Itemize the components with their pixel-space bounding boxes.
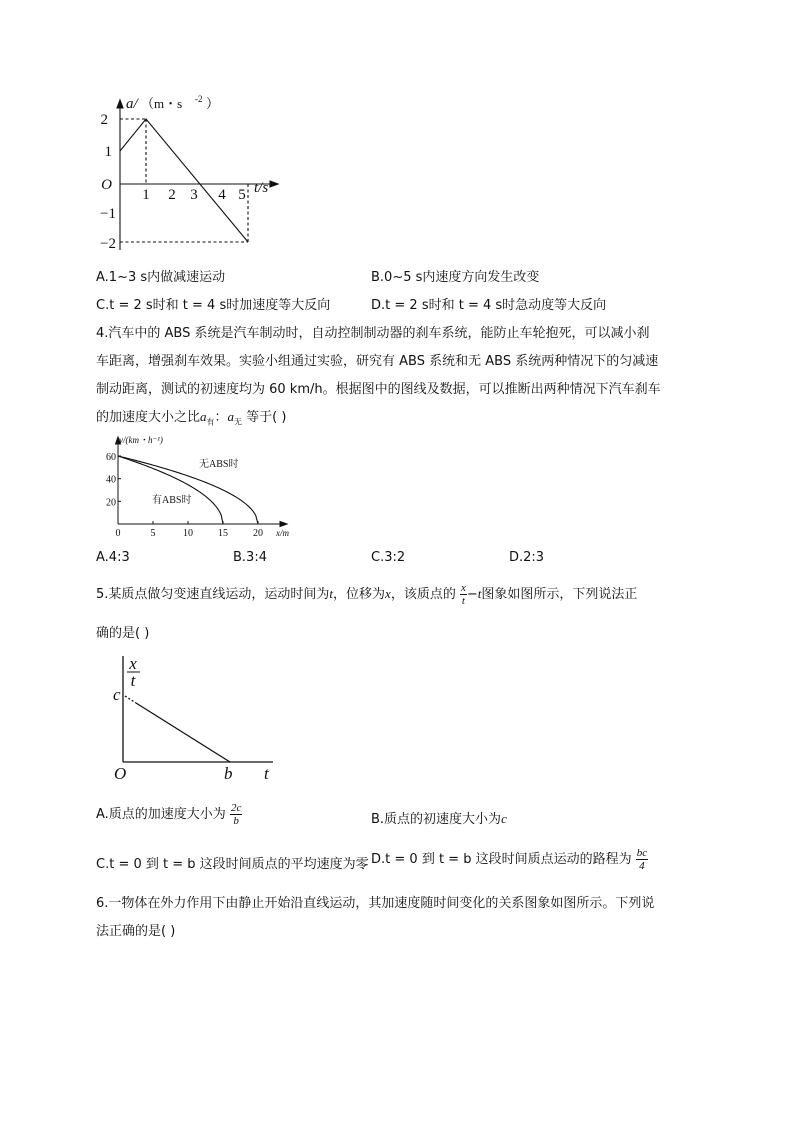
q5-graph-line <box>136 703 230 762</box>
q5-t-2: t <box>477 586 482 601</box>
origin-label: O <box>101 177 112 193</box>
x-over-t-fraction: $\frac{x}{t}$ <box>460 582 466 607</box>
q4-line-4-text: 的加速度大小之比 <box>96 410 201 425</box>
ylabel-unit: （m・s <box>141 96 183 111</box>
ylabel-exp: -2 <box>195 94 203 104</box>
series-label-no-abs: 无ABS时 <box>199 459 239 470</box>
q5-text-e: 图象如图所示，下列说法正 <box>481 587 638 602</box>
q5-text-c: ，该质点的 <box>390 587 456 602</box>
abs-xlabel: x/m <box>276 528 289 538</box>
q5-ylabel-den: t <box>130 671 136 690</box>
q3-option-c <box>96 294 330 313</box>
q5-text-b: ，位移为 <box>333 587 386 602</box>
q5-option-d <box>371 847 648 872</box>
q5-option-d-text: t = 0 到 t = b 这段时间质点运动的路程为 <box>385 852 632 867</box>
q5-x: x <box>385 586 391 601</box>
abs-xtick-label: 5 <box>150 528 156 539</box>
abs-ytick-label: 40 <box>106 474 116 486</box>
q5-line-1 <box>96 582 637 607</box>
q5-b-label: b <box>224 764 233 783</box>
x-over-t-vs-t-graph <box>108 648 283 783</box>
q6-line-1: 6.一物体在外力作用下由静止开始沿直线运动，其加速度随时间变化的关系图象如图所示。下列说 <box>96 896 655 911</box>
q5-c-label: c <box>113 685 121 704</box>
q5-option-c <box>96 853 369 872</box>
ylabel-close: ） <box>206 96 220 111</box>
q3-option-d-prefix: D. <box>371 298 386 313</box>
q5-t-label: t <box>264 764 269 783</box>
q4-line-2: 车距离，增强刹车效果。实验小组通过实验，研究有 ABS 系统和无 ABS 系统两种情况下的匀减速 <box>96 354 659 369</box>
q5-origin: O <box>114 764 127 783</box>
q5-option-d-prefix: D. <box>371 852 386 867</box>
q5-minus: − <box>466 587 478 602</box>
ytick-1: 1 <box>104 144 112 160</box>
abs-velocity-distance-chart <box>96 432 296 542</box>
abs-xtick-label: 15 <box>218 528 228 539</box>
q4-option-b: B.3:4 <box>233 550 267 565</box>
xtick-3: 3 <box>190 187 198 203</box>
q3-option-d <box>371 294 606 313</box>
q4-line-4-end: 等于( ) <box>242 410 287 425</box>
q4-line-4 <box>96 406 286 428</box>
q5-option-b-text: B.质点的初速度大小为 <box>371 812 502 827</box>
q3-option-b: B.0~5 s内速度方向发生改变 <box>371 270 540 285</box>
colon: ： <box>214 410 228 425</box>
q5-t: t <box>329 586 334 601</box>
q4-option-a: A.4:3 <box>96 550 130 565</box>
q5-option-b <box>371 808 507 827</box>
y-axis-arrow <box>117 100 123 108</box>
q5-option-b-c: c <box>501 811 507 826</box>
q5-ylabel-num: x <box>129 654 137 673</box>
sub-wu: 无 <box>234 417 243 427</box>
abs-xtick-label: 10 <box>183 528 193 539</box>
abs-ytick-label: 60 <box>106 452 116 463</box>
acceleration-time-graph <box>96 92 286 257</box>
xtick-4: 4 <box>218 187 226 203</box>
graph-line <box>120 119 248 242</box>
q5-option-a-text: A.质点的加速度大小为 <box>96 807 226 822</box>
q5-option-c-prefix: C. <box>96 857 110 872</box>
a-symbol-1: a <box>200 409 207 424</box>
q4-line-3: 制动距离，测试的初速度均为 60 km/h。根据图中的图线及数据，可以推断出两种情况下汽车刹车 <box>96 382 661 397</box>
abs-ytick-label: 20 <box>106 497 116 509</box>
series-label-abs: 有ABS时 <box>152 495 192 506</box>
2c-over-b: $\frac{2c}{b}$ <box>230 802 242 827</box>
x-axis-arrow <box>270 181 278 187</box>
q4-line-1: 4.汽车中的 ABS 系统是汽车制动时，自动控制制动器的刹车系统，能防止车轮抱死，可以减小刹 <box>96 326 650 341</box>
xtick-2: 2 <box>168 187 176 203</box>
q5-option-a <box>96 802 242 827</box>
sub-you: 有 <box>206 417 215 427</box>
abs-xtick-label: 20 <box>253 528 263 539</box>
q3-option-c-text: t = 2 s时和 t = 4 s时加速度等大反向 <box>109 298 331 313</box>
q3-option-a: A.1~3 s内做减速运动 <box>96 270 226 285</box>
ytick-neg2: −2 <box>100 236 116 252</box>
a-symbol-2: a <box>227 409 235 424</box>
ytick-2: 2 <box>100 112 108 128</box>
abs-ylabel: v/(km・h⁻¹) <box>119 435 163 445</box>
ylabel-a: a/ <box>126 96 138 112</box>
q4-option-d: D.2:3 <box>509 550 545 565</box>
q5-line-2: 确的是( ) <box>96 626 150 641</box>
ytick-neg1: −1 <box>100 206 116 222</box>
bc-over-4: $\frac{bc}{4}$ <box>636 847 648 872</box>
abs-xtick-label: 0 <box>115 528 121 539</box>
q6-line-2: 法正确的是( ) <box>96 924 176 939</box>
q5-option-c-text: t = 0 到 t = b 这段时间质点的平均速度为零 <box>109 857 369 872</box>
q5-dashed-start <box>125 696 136 703</box>
q5-text-a: 5.某质点做匀变速直线运动，运动时间为 <box>96 587 330 602</box>
q3-option-c-prefix: C. <box>96 298 110 313</box>
xtick-5: 5 <box>238 187 246 203</box>
q4-option-c: C.3:2 <box>371 550 406 565</box>
abs-x-arrow <box>280 522 287 527</box>
xtick-1: 1 <box>142 187 150 203</box>
xlabel: t/s <box>254 180 269 196</box>
q3-option-d-text: t = 2 s时和 t = 4 s时急动度等大反向 <box>385 298 607 313</box>
